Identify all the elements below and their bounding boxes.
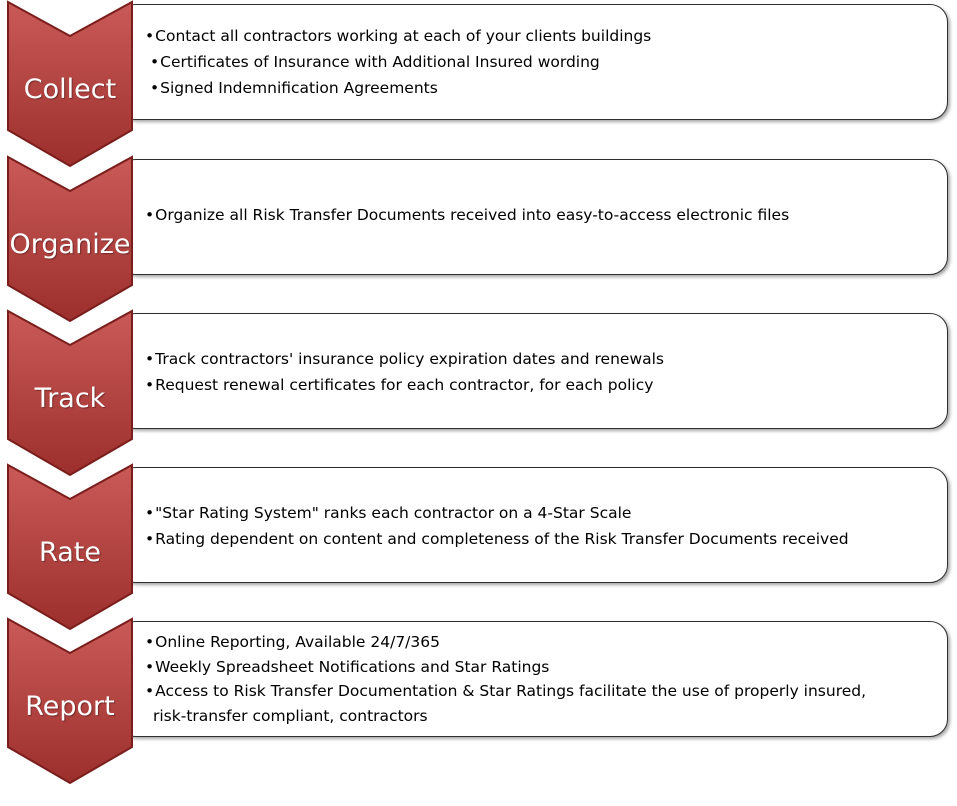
bullet-item: •Certificates of Insurance with Additional Insured wording: [150, 53, 600, 71]
step-track: [0, 309, 957, 479]
step-track-box: [118, 313, 948, 429]
step-label: Organize: [9, 229, 131, 260]
step-rate-bullets: [145, 500, 927, 552]
step-collect-bullets: [145, 23, 927, 101]
step-collect: [0, 0, 957, 170]
step-rate: [0, 463, 957, 633]
step-organize-bullets: [145, 202, 927, 228]
bullet-item: •Track contractors' insurance policy expiration dates and renewals: [145, 350, 664, 368]
bullet-item: •Signed Indemnification Agreements: [150, 79, 438, 97]
bullet-item-continuation: risk-transfer compliant, contractors: [153, 706, 428, 725]
bullet-item: •Online Reporting, Available 24/7/365: [145, 633, 440, 651]
step-collect-box: [118, 4, 948, 120]
bullet-item: •Weekly Spreadsheet Notifications and Star Ratings: [145, 657, 550, 676]
bullet-item: •Rating dependent on content and completeness of the Risk Transfer Documents received: [145, 530, 849, 548]
bullet-item: •Access to Risk Transfer Documentation & Star Ratings facilitate the use of properly insured,: [145, 682, 867, 700]
step-organize-box: [118, 159, 948, 275]
step-label: Track: [34, 383, 106, 414]
step-organize: [0, 155, 957, 325]
step-label: Rate: [39, 537, 101, 568]
step-report-bullets: [145, 630, 927, 728]
bullet-item: •"Star Rating System" ranks each contractor on a 4-Star Scale: [145, 504, 632, 522]
step-label: Report: [25, 691, 115, 722]
step-rate-box: [118, 467, 948, 583]
step-label: Collect: [23, 74, 117, 105]
bullet-item: •Request renewal certificates for each contractor, for each policy: [145, 376, 654, 394]
step-report: [0, 617, 957, 787]
bullet-item: •Contact all contractors working at each of your clients buildings: [145, 27, 652, 45]
bullet-item: •Organize all Risk Transfer Documents received into easy-to-access electronic files: [145, 206, 790, 224]
step-track-bullets: [145, 346, 927, 398]
step-report-box: [118, 621, 948, 737]
